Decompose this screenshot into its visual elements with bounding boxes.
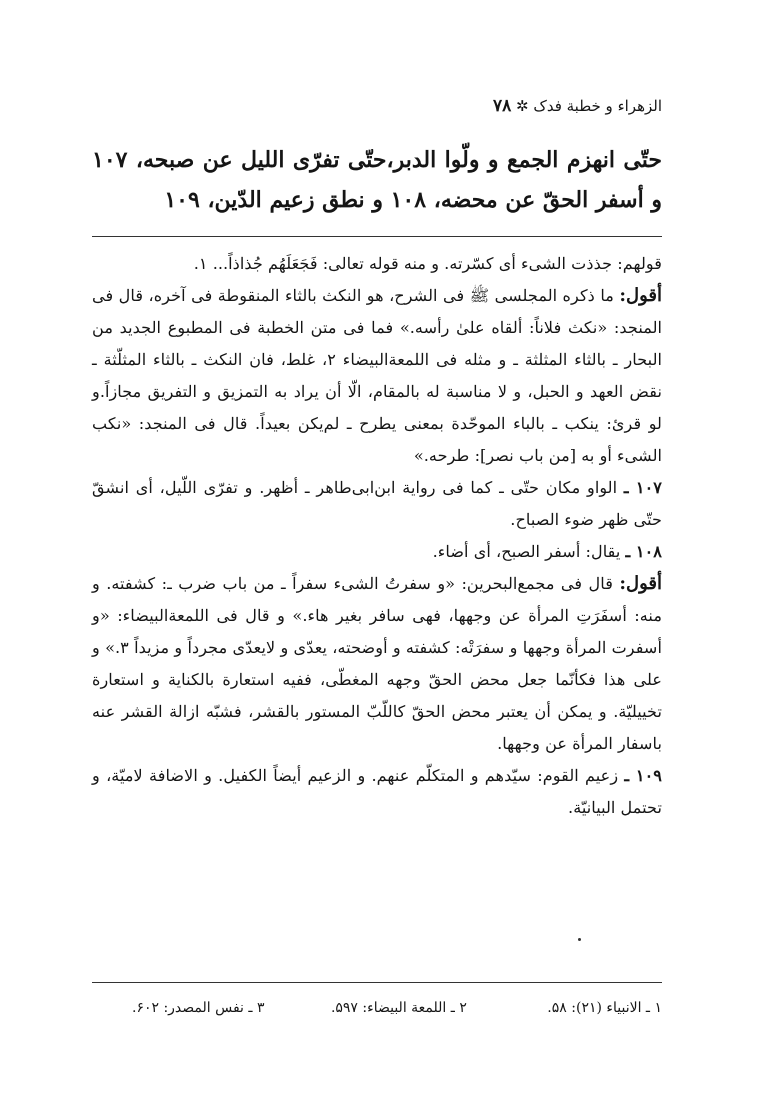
decorative-dot — [578, 938, 581, 941]
note-paragraph — [92, 536, 662, 568]
note-paragraph — [92, 472, 662, 536]
main-text: حتّی انهزم الجمع و ولّوا الدبر،حتّی تفرّی اللیل عن صبحه، ۱۰۷ و أسفر الحقّ عن محضه، ۱۰۸ و نطق زعیم الدّین، ۱۰۹ — [92, 147, 662, 213]
note-paragraph — [92, 568, 662, 760]
footnote-1: ۱ ـ الانبیاء (۲۱): ۵۸. — [547, 1000, 662, 1016]
book-title: الزهراء و خطبة فدک — [533, 97, 662, 115]
note-number: ۱۰۷ ـ — [623, 478, 663, 497]
note-number: ۱۰۸ ـ — [625, 542, 662, 561]
page-number: ۷۸ — [493, 96, 512, 116]
note-lead: أقول: — [619, 573, 662, 594]
commentary — [92, 248, 662, 824]
running-header — [100, 96, 662, 116]
note-text: ما ذکره المجلسی ﷺ فی الشرح، هو النکث بالثاء المنقوطة فی آخره، قال فی المنجد: «نکث فلاناً: ألقاه علیٰ رأسه.» فما فی متن الخطبة فی المطبوع الجدید من البحار ـ بالثاء المثلثة ـ و مثله فی اللمعةالبیضاء ۲، غلط، فان النکث ـ بالثاء المثلّثة ـ نقض العهد و الحبل، و لا مناسبة له بالمقام، الّا أن یراد به التمزیق و التفریق مجازاً.و لو قرئ: ینکب ـ بالباء الموحّدة بمعنی یطرح ـ لم‌یکن بعیداً. قال فی المنجد: «نکب الشیء أو به [من باب نصر]: طرحه.» — [92, 286, 662, 465]
note-text: قولهم: جذذت الشیء أی کسّرته. و منه قوله تعالی: فَجَعَلَهُم جُذاذاً... ۱. — [193, 254, 662, 273]
note-paragraph — [92, 248, 662, 280]
footnote-2: ۲ ـ اللمعة البیضاء: ۵۹۷. — [330, 1000, 467, 1016]
note-paragraph — [92, 280, 662, 472]
footnotes — [92, 1000, 662, 1016]
note-number: ۱۰۹ ـ — [624, 766, 662, 785]
note-lead: أقول: — [619, 285, 662, 306]
note-text: یقال: أسفر الصبح، أی أضاء. — [432, 542, 621, 561]
header-separator-icon: ✲ — [516, 97, 529, 115]
note-text: زعیم القوم: سیّدهم و المتکلّم عنهم. و الزعیم أیضاً الکفیل. و الاضافة لامیّة، و تحتمل البیانیّة. — [92, 766, 662, 817]
footnote-rule — [92, 982, 662, 983]
divider-rule — [92, 236, 662, 237]
footnote-3: ۳ ـ نفس المصدر: ۶۰۲. — [131, 1000, 265, 1016]
note-text: قال فی مجمع‌البحرین: «و سفرتُ الشیء سفراً ـ من باب ضرب ـ: کشفته. و منه: أسفَرَتِ المرأة عن وجهها، فهی سافر بغیر هاء.» و قال فی اللمعةالبیضاء: «و أسفرت المرأة وجهها و سفرَتْه: کشفته و أوضحته، یعدّی و لایعدّی مجرداً و مزیداً ۳.» و علی هذا فکأنّما جعل محض الحقّ وجهه المغطّی، ففیه استعارة بالکنایة و استعارة تخییلیّة. و یمکن أن یعتبر محض الحقّ کاللّبّ المستور بالقشر، فشبّه ازالة القشر عنه باسفار المرأة عن وجهها. — [92, 574, 662, 753]
note-text: الواو مکان حتّی ـ کما فی روایة ابن‌ابی‌طاهر ـ أظهر. و تفرّی اللّیل، أی انشقّ حتّی ظهر ضوء الصباح. — [92, 478, 662, 529]
note-paragraph — [92, 760, 662, 824]
